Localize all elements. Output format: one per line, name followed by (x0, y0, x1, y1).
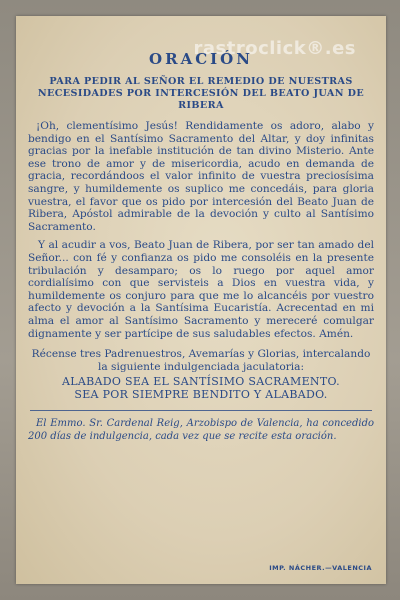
divider (30, 410, 372, 411)
prayer-paragraph-2: Y al acudir a vos, Beato Juan de Ribera, por ser tan amado del Señor... con fé y confianza os pido me consoléis en la presente tribulación y desamparo; os lo ruego por aquel amor cordialísimo con que servisteis a Dios en vuestra vida, y humildemente os conjuro para que me lo alcancéis por vuestro afecto y devoción a la Santísima Eucaristía. Acrecentad en mi alma el amor al Santísimo Sacramento y mereceré comulgar dignamente y ser partícipe de sus saludables efectos. Amén. (28, 239, 374, 340)
acclaim-line-2: SEA POR SIEMPRE BENDITO Y ALABADO. (74, 388, 328, 402)
card-subtitle: PARA PEDIR AL SEÑOR EL REMEDIO DE NUESTRAS NECESIDADES POR INTERCESIÓN DEL BEATO JUAN DE RIBERA (37, 76, 365, 111)
watermark: rastroclick®.es (193, 38, 356, 59)
prayer-instructions: Récense tres Padrenuestros, Avemarías y Glorias, intercalando la siguiente indulgenciada jaculatoria: (31, 348, 371, 373)
indulgence-note: El Emmo. Sr. Cardenal Reig, Arzobispo de Valencia, ha concedido 200 días de indulgencia, cada vez que se recite esta oración. (28, 418, 374, 443)
card-title: ORACIÓN (149, 50, 253, 68)
prayer-card (16, 16, 386, 584)
printer-imprint: IMP. NÁCHER.—VALENCIA (269, 564, 372, 572)
prayer-paragraph-1: ¡Oh, clementísimo Jesús! Rendidamente os adoro, alabo y bendigo en el Santísimo Sacramento del Altar, y doy infinitas gracias por la inefable institución de tan divino Misterio. Ante ese trono de amor y de misericordia, acudo en demanda de gracia, recordándoos el valor infinito de vuestra preciosísima sangre, y humildemente os suplico me concedáis, para gloria vuestra, el favor que os pido por intercesión del Beato Juan de Ribera, Apóstol admirable de la devoción y culto al Santísimo Sacramento. (28, 120, 374, 233)
card-content (28, 50, 374, 443)
acclaim-line-1: ALABADO SEA EL SANTÍSIMO SACRAMENTO. (62, 375, 340, 389)
